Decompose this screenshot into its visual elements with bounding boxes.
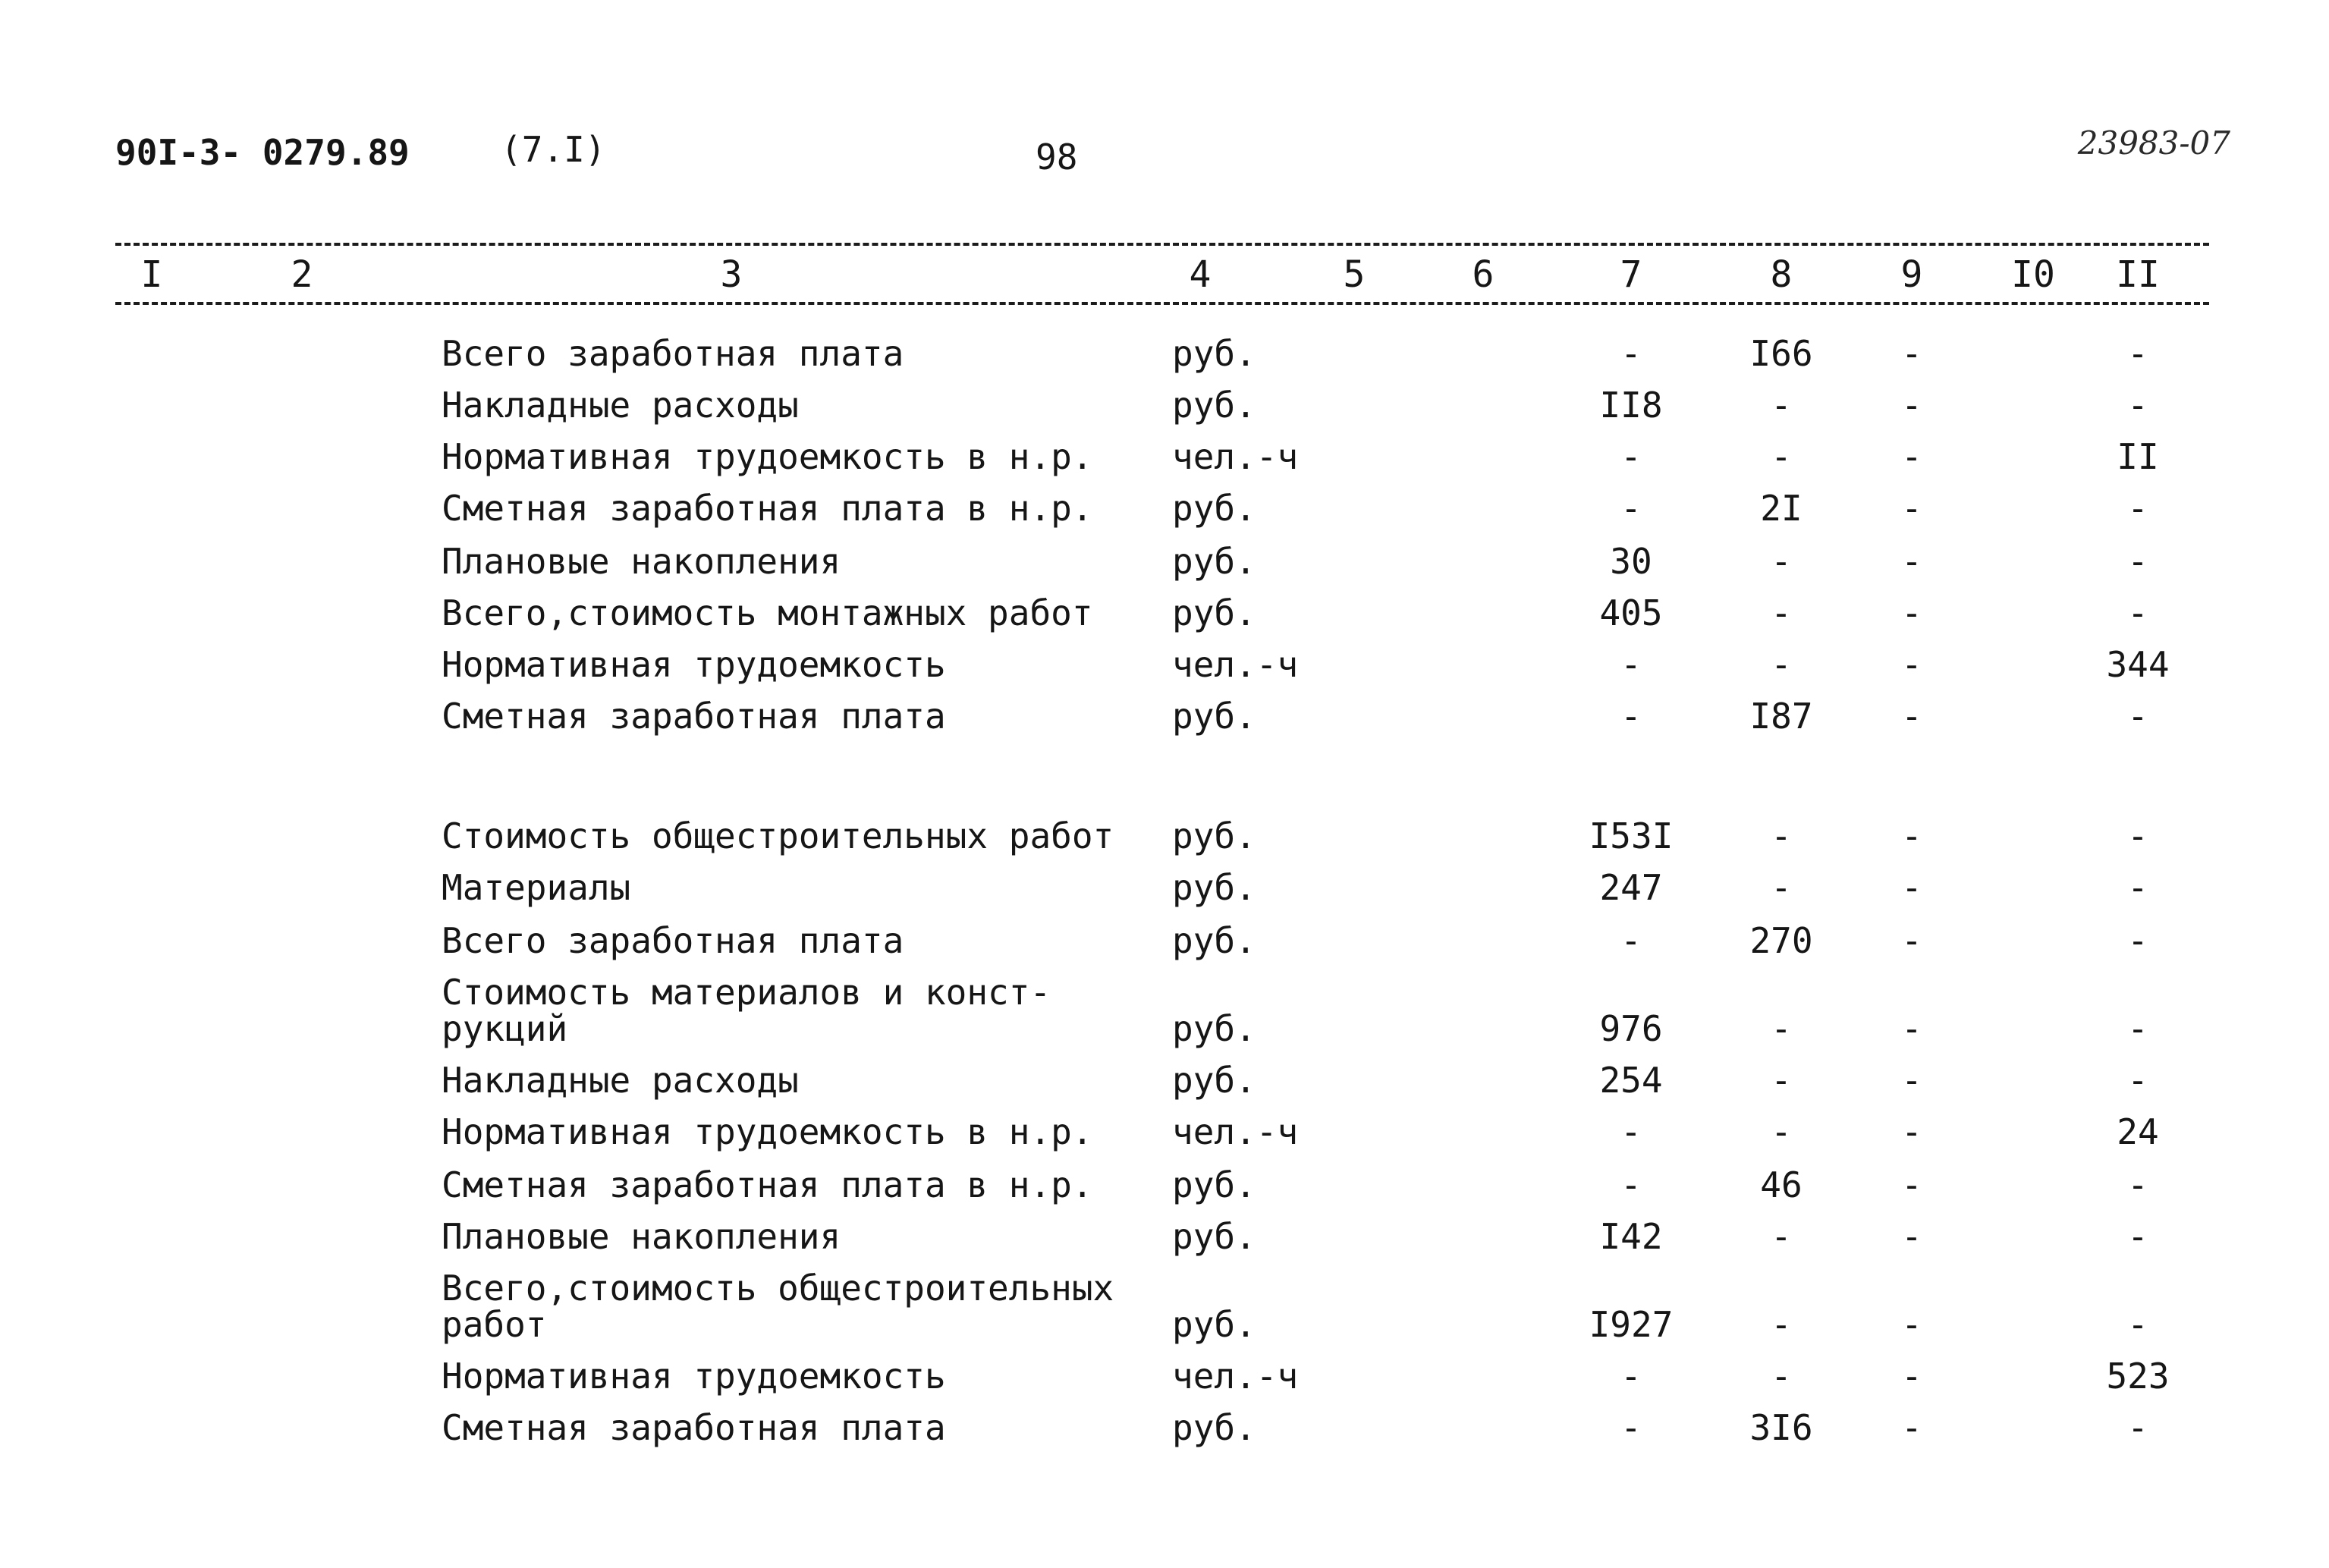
row-value-8: I87 <box>1749 696 1813 737</box>
row-label: Сметная заработная плата в н.р. <box>442 488 1093 529</box>
row-value-9: - <box>1901 1008 1922 1049</box>
row-label: Нормативная трудоемкость в н.р. <box>442 436 1093 477</box>
row-unit: руб. <box>1172 333 1256 374</box>
column-number-4: 4 <box>1189 253 1212 296</box>
row-unit: руб. <box>1172 815 1256 856</box>
row-unit: руб. <box>1172 1216 1256 1257</box>
row-value-11: - <box>2127 1164 2148 1205</box>
row-value-9: - <box>1901 592 1922 633</box>
row-value-11: - <box>2127 1304 2148 1345</box>
row-unit: руб. <box>1172 541 1256 582</box>
row-value-7: I927 <box>1589 1304 1674 1345</box>
row-value-8: - <box>1771 592 1792 633</box>
row-value-8: - <box>1771 541 1792 582</box>
row-value-11: - <box>2127 815 2148 856</box>
row-label: Всего,стоимость монтажных работ <box>442 592 1093 633</box>
row-label: рукций <box>442 1008 568 1049</box>
row-value-7: 976 <box>1599 1008 1663 1049</box>
row-unit: руб. <box>1172 920 1256 961</box>
row-unit: руб. <box>1172 1008 1256 1049</box>
row-label: Всего,стоимость общестроительных <box>442 1268 1114 1309</box>
row-value-7: 247 <box>1599 867 1663 908</box>
row-unit: руб. <box>1172 1060 1256 1101</box>
row-label: Плановые накопления <box>442 1216 841 1257</box>
row-value-7: 254 <box>1599 1060 1663 1101</box>
row-value-11: 344 <box>2106 644 2170 685</box>
row-value-11: - <box>2127 541 2148 582</box>
row-value-8: - <box>1771 644 1792 685</box>
document-code: 90I-3- 0279.89 <box>115 132 410 173</box>
row-value-7: - <box>1620 1164 1642 1205</box>
column-number-3: 3 <box>720 253 743 296</box>
row-label: Сметная заработная плата в н.р. <box>442 1164 1093 1205</box>
row-unit: руб. <box>1172 592 1256 633</box>
row-label: Стоимость материалов и конст- <box>442 972 1051 1013</box>
row-value-8: - <box>1771 1008 1792 1049</box>
row-value-11: - <box>2127 592 2148 633</box>
row-label: Нормативная трудоемкость <box>442 644 946 685</box>
column-number-11: II <box>2116 253 2160 296</box>
row-value-7: - <box>1620 436 1642 477</box>
row-unit: руб. <box>1172 1407 1256 1448</box>
row-unit: руб. <box>1172 1304 1256 1345</box>
row-value-9: - <box>1901 1216 1922 1257</box>
row-unit: руб. <box>1172 696 1256 737</box>
row-value-9: - <box>1901 541 1922 582</box>
handwritten-stamp: 23983-07 <box>2077 124 2230 162</box>
row-value-7: - <box>1620 1111 1642 1152</box>
row-value-7: - <box>1620 1356 1642 1397</box>
row-unit: руб. <box>1172 385 1256 426</box>
row-label: работ <box>442 1304 547 1345</box>
row-value-7: - <box>1620 488 1642 529</box>
row-value-8: 2I <box>1760 488 1803 529</box>
row-value-9: - <box>1901 867 1922 908</box>
row-value-11: - <box>2127 1216 2148 1257</box>
column-number-1: I <box>140 253 163 296</box>
row-value-7: 30 <box>1610 541 1652 582</box>
column-number-5: 5 <box>1343 253 1366 296</box>
row-label: Плановые накопления <box>442 541 841 582</box>
row-value-9: - <box>1901 920 1922 961</box>
row-value-7: II8 <box>1599 385 1663 426</box>
row-unit: чел.-ч <box>1172 644 1299 685</box>
column-number-2: 2 <box>291 253 313 296</box>
row-unit: чел.-ч <box>1172 1356 1299 1397</box>
row-value-7: - <box>1620 333 1642 374</box>
row-value-8: 46 <box>1760 1164 1803 1205</box>
row-value-7: I42 <box>1599 1216 1663 1257</box>
row-value-11: - <box>2127 1407 2148 1448</box>
row-unit: руб. <box>1172 488 1256 529</box>
row-value-8: - <box>1771 1304 1792 1345</box>
row-value-9: - <box>1901 815 1922 856</box>
row-unit: руб. <box>1172 867 1256 908</box>
row-unit: чел.-ч <box>1172 1111 1299 1152</box>
page-number: 98 <box>1036 137 1078 178</box>
row-value-9: - <box>1901 1164 1922 1205</box>
row-value-11: - <box>2127 488 2148 529</box>
row-value-11: 24 <box>2117 1111 2159 1152</box>
column-number-7: 7 <box>1620 253 1642 296</box>
row-value-8: - <box>1771 385 1792 426</box>
row-value-8: - <box>1771 1216 1792 1257</box>
column-number-10: I0 <box>2011 253 2055 296</box>
row-unit: руб. <box>1172 1164 1256 1205</box>
row-label: Накладные расходы <box>442 1060 799 1101</box>
row-value-9: - <box>1901 1407 1922 1448</box>
column-number-9: 9 <box>1900 253 1923 296</box>
row-value-11: - <box>2127 385 2148 426</box>
row-value-8: - <box>1771 1060 1792 1101</box>
row-value-8: - <box>1771 815 1792 856</box>
row-value-8: - <box>1771 1356 1792 1397</box>
row-value-8: 3I6 <box>1749 1407 1813 1448</box>
row-value-11: - <box>2127 696 2148 737</box>
row-value-11: - <box>2127 920 2148 961</box>
row-value-7: - <box>1620 644 1642 685</box>
row-value-9: - <box>1901 696 1922 737</box>
column-number-6: 6 <box>1472 253 1495 296</box>
row-value-7: - <box>1620 920 1642 961</box>
row-label: Накладные расходы <box>442 385 799 426</box>
row-value-7: I53I <box>1589 815 1674 856</box>
row-label: Всего заработная плата <box>442 333 904 374</box>
row-value-8: 270 <box>1749 920 1813 961</box>
row-label: Нормативная трудоемкость <box>442 1356 946 1397</box>
row-value-11: - <box>2127 867 2148 908</box>
row-value-11: II <box>2117 436 2159 477</box>
row-value-11: - <box>2127 1060 2148 1101</box>
row-label: Материалы <box>442 867 631 908</box>
row-value-11: 523 <box>2106 1356 2170 1397</box>
row-value-8: I66 <box>1749 333 1813 374</box>
row-value-11: - <box>2127 1008 2148 1049</box>
row-value-9: - <box>1901 1111 1922 1152</box>
row-value-9: - <box>1901 333 1922 374</box>
row-unit: чел.-ч <box>1172 436 1299 477</box>
row-label: Стоимость общестроительных работ <box>442 815 1114 856</box>
row-value-9: - <box>1901 385 1922 426</box>
column-number-8: 8 <box>1770 253 1793 296</box>
row-value-9: - <box>1901 1304 1922 1345</box>
row-label: Сметная заработная плата <box>442 1407 946 1448</box>
row-value-9: - <box>1901 1060 1922 1101</box>
row-value-8: - <box>1771 436 1792 477</box>
section-number: (7.I) <box>501 129 606 170</box>
row-label: Всего заработная плата <box>442 920 904 961</box>
row-value-7: - <box>1620 1407 1642 1448</box>
row-value-9: - <box>1901 1356 1922 1397</box>
row-value-9: - <box>1901 436 1922 477</box>
row-value-9: - <box>1901 644 1922 685</box>
row-value-7: - <box>1620 696 1642 737</box>
row-value-11: - <box>2127 333 2148 374</box>
row-label: Сметная заработная плата <box>442 696 946 737</box>
row-value-9: - <box>1901 488 1922 529</box>
row-value-7: 405 <box>1599 592 1663 633</box>
row-label: Нормативная трудоемкость в н.р. <box>442 1111 1093 1152</box>
row-value-8: - <box>1771 1111 1792 1152</box>
row-value-8: - <box>1771 867 1792 908</box>
